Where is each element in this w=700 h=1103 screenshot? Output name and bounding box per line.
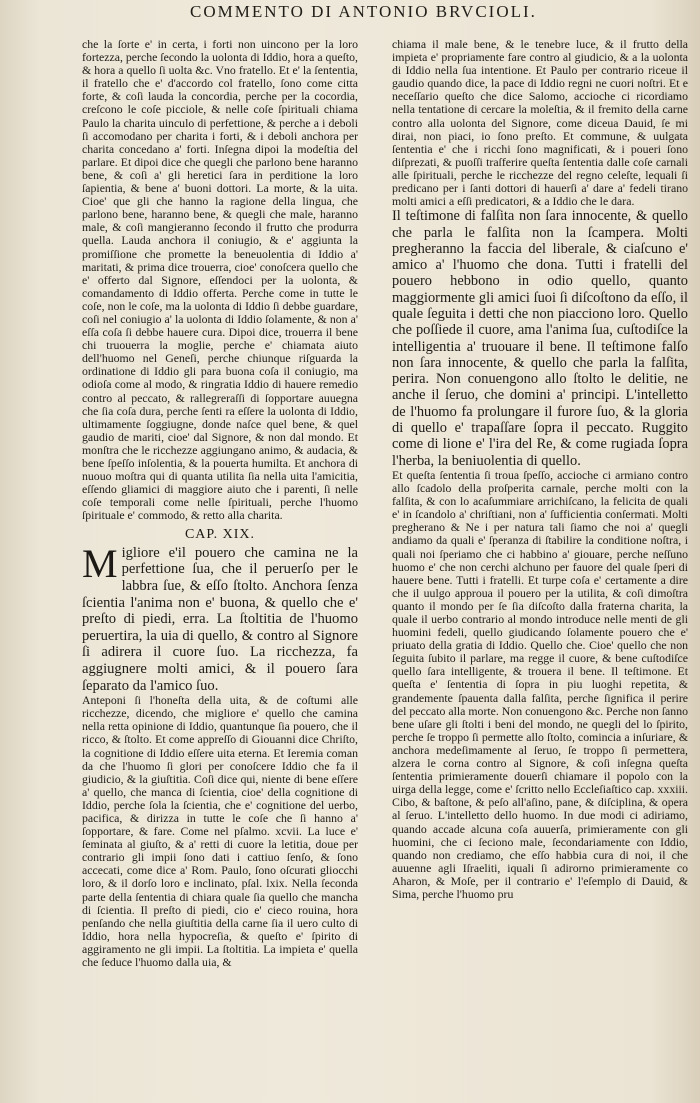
proverb-body: igliore e'il pouero che camina ne la perfettione ſua, che il peruerſo per le labbra ſue, & eſſo ſtolto. Anchora ſenza ſcientia l'anima non e' buona, & quello che e' preſto di piedi, erra. La ſtoltitia de l'huomo peruertira, la uia di quello, & contro al Signore ſi adirera il cuore ſuo. La ricchezza, fa aggiugnere molti amici, & il pouero ſara ſeparato da l'amico ſuo. (82, 544, 358, 694)
running-head: COMMENTO DI ANTONIO BRVCIOLI. (190, 2, 537, 21)
right-column (392, 38, 688, 901)
right-commentary-bottom: Et queſta ſententia ſi troua ſpeſſo, accioche ci armiano contro allo ſcadolo della proſperita carnale, perche molti con la falſita, & con lo acaſummiare arrichiſcano, la felicita de quali e' in ſcandolo a' chriſtiani, non a' ſufficientia conſermati. Molti pregherano & Ne i per natura tali ſiamo che noi a' quegli andiamo da quali e' ſperanza di ſtabilire la conditione noſtra, i quali noi ſperiamo che ci habbino a' giouare, perche neſſuno huomo e' che non cerchi alchuno per fauore del quale ſperi di hauere bene. Tutti i fratelli. Et turpe coſa e' certamente a dire che il uulgo approua il pouero per la utilita, & coſi dimoſtra quanto il mondo per ſe ſia diſcoſto dalla fraterna charita, la quale il uerbo contrario al mondo introduce nelle menti de gli huomini fedeli, quello giudicando ſolamente pouero che e' priuato della gratia di Iddio. Quello che. Cioe' quello che non ſeguita ſubito il parlare, ma regge il cuore, & bene cuſtodiſce quello ſara intelligente, & trouera il bene. Il teſtimone. Et queſta e' ſententia di ſopra in piu luoghi repetita, & grandemente ſpauenta dalla falſita, perche ſignifica il perire del peccato alla morte. Non conuengono &c. Perche non ſanno bene uſare gli ſtolti i beni del mondo, ne quegli del lo ſpirito, perche ſe troppo ſi permette allo ſtolto, comincia a inſuriare, & anchora medeſimamente al ſeruo, ſe troppo ſi permettera, alzera le corna contro al Signore, & coſi inſegna queſta ſententia primieramente douerſi chiamare il popolo con la uirga della legge, come e' ſcritto nello Eccleſiaſtico cap. xxxiii. Cibo, & baſtone, & peſo all'aſino, pane, & diſciplina, & opera al ſeruo. L'intelletto dello huomo. In due modi ci adiriamo, quando accade alcuna coſa auuerſa, primieramente con gli huomini, che ci ſeciono male, ſecondariamente con Iddio, quando non crediamo, che eſſo habbia cura di noi, il che auuenne agli Iſraeliti, iquali ſi adirorno primieramente co Aharon, & Moſe, per il contrario e' l'eſemplo di Dauid, & Sima, perche l'huomo pru (392, 467, 688, 901)
proverb-text (82, 540, 358, 694)
left-commentary-bottom: Anteponi ſi l'honeſta della uita, & de coſtumi alle ricchezze, dicendo, che migliore e' quello che camina nella retta opinione di Iddio, quantunque ſia pouero, che il ricco, & ſtolto. Et come appreſſo di Giouanni dice Chriſto, la cognitione di Iddio eſſere uita eterna. Et Ieremia coman da che l'huomo ſi glori per conoſcere Iddio che fa il giudicio, & la giuſtitia. Coſi dice qui, niente di bene eſſere a' quello, che manca di ſcientia, cioe' della cognitione di Iddio, perche ſola la ſcientia, che e' cognitione del uerbo, pacifica, & dirizza in tutte le coſe che ſi hanno a' ſopportare, & fare. Come nel pſalmo. xcvii. La luce e' ſeminata al giuſto, & a' retti di cuore la letitia, doue per contrario gli impii ſono dati i cattiuo ſenſo, & ſono accecati, come dice a' Rom. Paulo, ſono oſcurati gliocchi loro, & il dorſo loro e inclinato, pſal. lxix. Nella ſeconda parte della ſententia di chiara quale ſia quello che mancha di ſcientia. Il preſto di piedi, cio e' cieco rouina, hora penſando che nella giuſtitia della carne ſia il uero culto di Iddio, hora nella hypocreſia, & queſto e' ſpirito di aggiramento ne gli impii. La ſtoltitia. La impieta e' quella che ſeduce l'huomo dalla uia, & (82, 693, 358, 970)
left-commentary-top: che la ſorte e' in certa, i forti non uincono per la loro fortezza, perche ſecondo la uolonta di Iddio, hora a queſto, & hora a quello ſi uolta &c. Vno fratello. Et e' la ſententia, il fratello che e' d'accordo col fratello, ſono come citta forte, & coſi lauda la concordia, perche per la cocordia, creſcono le coſe picciole, & nelle coſe ſpirituali chiama Paulo la charita uinculo di perfettione, & perche a i deboli ſi accomodano per charita i forti, & i deboli anchora per charita concedano a' forti. Inſegna dipoi la modeſtia del parlare. Et dipoi dice che quegli che parlono bene haranno bene, & coſi a' gli heretici ſara in perditione la loro ſapientia, & bene a' buoni dottori. La morte, & la uita. Cioe' que gli che hanno la ragione della lingua, che parlono bene, haranno bene, & quegli che male, haranno male, & coſi mangieranno ſecondo il frutto che produrra quella. Lauda anchora il coniugio, & e' aggiunta la promiſſione che promette la beneuolentia di Iddio a' maritati, & prima dice trouerra, cioe' conoſcera quello che e' offerto dal Signore, eſſendoci per la uolonta, & comandamento di Iddio offerta. Perche come in tutte le coſe, non le coſe, ma la uolonta di Iddio ſi debbe guardare, coſi nel coniugio a' la uolonta di Iddio ſolamente, & non a' eſſa coſa ſi debbe hauere cura. Dipoi dice, trouerra il bene chi truouerra la moglie, perche e' chiamata aiuto dell'huomo nel Geneſi, perche chiunque riſguarda la ordinatione di Iddio gli para buona coſa il coniugio, ma odioſa come al modo, & ringratia Iddio di hauere remedio contro al peccato, & rallegreraſſi di ſopportare auuegna che ſia coſa dura, perche ſenti ra eſſere la uolonta di Iddio, ultimamente ſoggiugne, donde naſce quel bene, & quel gaudio de mariti, cioe' dal Signore, & non dal mondo. Et monſtra che le ricchezze aggiungano animo, & audacia, & bene ſpeſſo inſolentia, & la pouerta humilta. Et anchora di nuouo moſtra qui di quanta utilita ſia nella uita l'amicitia, eſſendo gliamici di maggiore aiuto che i parenti, ſi nelle coſe temporali come nelle ſpirituali, perche l'huomo ſpirituale e' commodo, & retto alla charita. (82, 37, 358, 523)
right-commentary-top: chiama il male bene, & le tenebre luce, & il frutto della impieta e' propriamente fare contro al giudicio, & a la uolonta di Iddio nella ſua intentione. Et Paulo per contrario riceue il gaudio quando dice, la pace di Iddio regni ne cuori noſtri. Et e neceſſario queſto che dice Salomo, accioche ci ricordiamo nella tentatione di cercare la moleſtia, & il fremito della carne contro alla uolonta del Signore, come diceua Dauid, ſe mi dirai, non piaci, io ſono preſto. Et commune, & uulgata ſententia e' che i ricchi ſono magnificati, & i poueri ſono diſprezati, & puoſſi traſferire queſta ſententia dalle coſe carnali alle ſpirituali, perche le ricchezze del regno celeſte, lequali ſi predicano per i ſanti dottori di hauerſi a' dare a' fedeli tirano molti amici a eſſi predicatori, & a Iddio che le dara. (392, 37, 688, 209)
drop-cap: M (82, 540, 118, 586)
right-proverb-text: Il teſtimone di falſita non ſara innocente, & quello che parla le falſita non la ſcampera. Molti pregheranno la faccia del liberale, & ciaſcuno e' amico a' l'huomo che dona. Tutti i fratelli del pouero hebbono in odio quello, quanto maggiormente gli amici ſuoi ſi diſcoſtono da eſſo, il quale ſeguita i detti che non piacciono loro. Quello che poſſiede il cuore, ama l'anima ſua, cuſtodiſce la intelligentia a' truouare il bene. Il teſtimone falſo non ſara innocente, & quello che parla la falſita, perira. Non conuengono allo ſtolto le delitie, ne anche il ſeruo, che domini a' principi. L'intelletto de l'huomo fa prolungare il furore ſuo, & la gloria di quello e' trapaſſare ſopra il peccato. Ruggito come di lione e' l'ira del Re, & come rugiada ſopra l'herba, la beniuolentia di quello. (392, 208, 688, 469)
left-column (82, 38, 358, 969)
chapter-heading: CAP. XIX. (184, 527, 256, 543)
